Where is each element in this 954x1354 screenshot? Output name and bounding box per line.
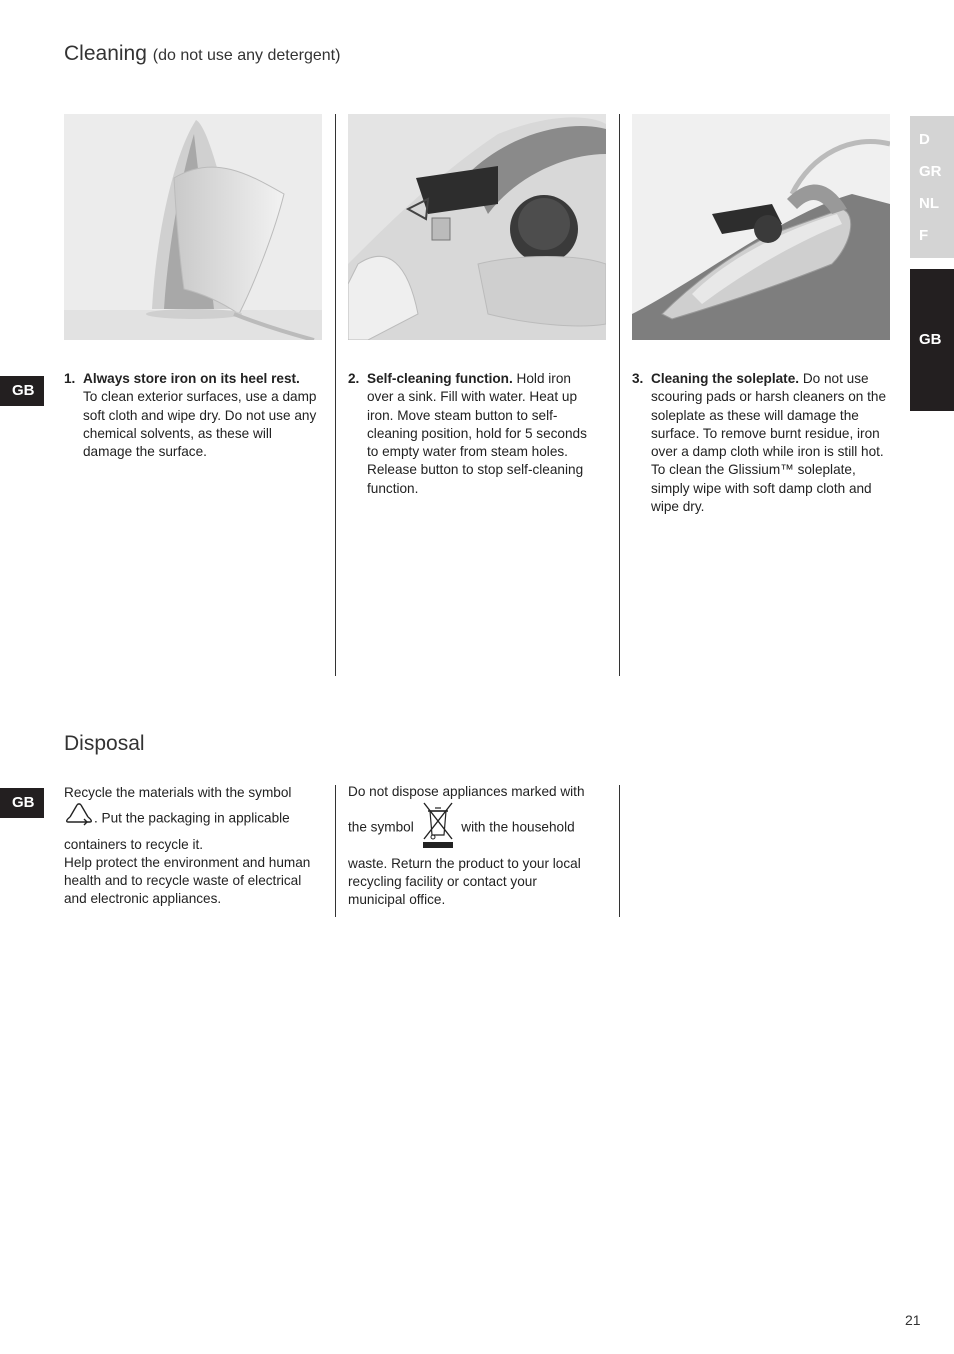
lang-tab-gr[interactable]: GR	[919, 163, 942, 180]
weee-text-c: with the household waste. Return the product to your local recycling facility or contact your municipal office.	[348, 819, 581, 908]
lang-tab-d[interactable]: D	[919, 131, 930, 148]
section-tab-gb-disposal: GB	[0, 788, 44, 818]
figure-iron-heel-rest	[64, 114, 322, 340]
disposal-title: Disposal	[64, 732, 145, 755]
weee-text-a: Do not dispose appliances marked with	[348, 784, 585, 799]
figure-self-cleaning	[348, 114, 606, 340]
step-heading: Self-cleaning function.	[367, 371, 513, 386]
page-title	[64, 42, 340, 66]
cleaning-step-1	[64, 370, 322, 461]
recycle-icon	[64, 802, 94, 835]
step-description: Do not use scouring pads or harsh cleaners on the soleplate as these will damage the surface. To remove burnt residue, iron over a damp cloth while iron is still hot. To clean the Glissium™ soleplate, simply wipe with soft damp cloth and wipe dry.	[651, 371, 887, 515]
page-title-subtitle: (do not use any detergent)	[152, 47, 341, 64]
step-number: 2.	[348, 371, 360, 386]
page-number: 21	[905, 1312, 921, 1328]
step-heading: Cleaning the soleplate.	[651, 371, 800, 386]
disposal-divider-1	[335, 785, 336, 917]
disposal-column-1	[64, 784, 326, 909]
lang-tab-gb-active[interactable]: GB	[910, 269, 954, 411]
step-number: 3.	[632, 371, 644, 386]
column-divider-1	[335, 114, 336, 676]
step-number: 1.	[64, 371, 76, 386]
lang-tab-f[interactable]: F	[919, 227, 929, 244]
recycle-text-a: Recycle the materials with the symbol	[64, 785, 292, 800]
lang-tab-nl[interactable]: NL	[919, 195, 939, 212]
disposal-divider-2	[619, 785, 620, 917]
cleaning-step-2	[348, 370, 596, 498]
recycle-text-b: . Put the packaging in applicable containers to recycle it.	[64, 810, 290, 852]
disposal-column-2	[348, 783, 598, 909]
cleaning-step-3	[632, 370, 890, 516]
weee-text-b: the symbol	[348, 819, 414, 835]
language-tabs-inactive	[910, 116, 954, 258]
column-divider-2	[619, 114, 620, 676]
recycle-text-c: Help protect the environment and human health and to recycle waste of electrical and electronic appliances.	[64, 854, 311, 907]
figure-soleplate-cleaning	[632, 114, 890, 340]
weee-bin-icon	[422, 801, 454, 854]
step-description: Hold iron over a sink. Fill with water. Heat up iron. Move steam button to self-cleaning position, hold for 5 seconds to empty water from steam holes. Release button to stop self-cleaning function.	[367, 371, 587, 496]
section-tab-gb: GB	[0, 376, 44, 406]
page-title-main: Cleaning	[64, 42, 147, 65]
step-heading: Always store iron on its heel rest.	[83, 371, 300, 386]
step-description: To clean exterior surfaces, use a damp soft cloth and wipe dry. Do not use any chemical solvents, as these will damage the surface.	[83, 389, 317, 460]
